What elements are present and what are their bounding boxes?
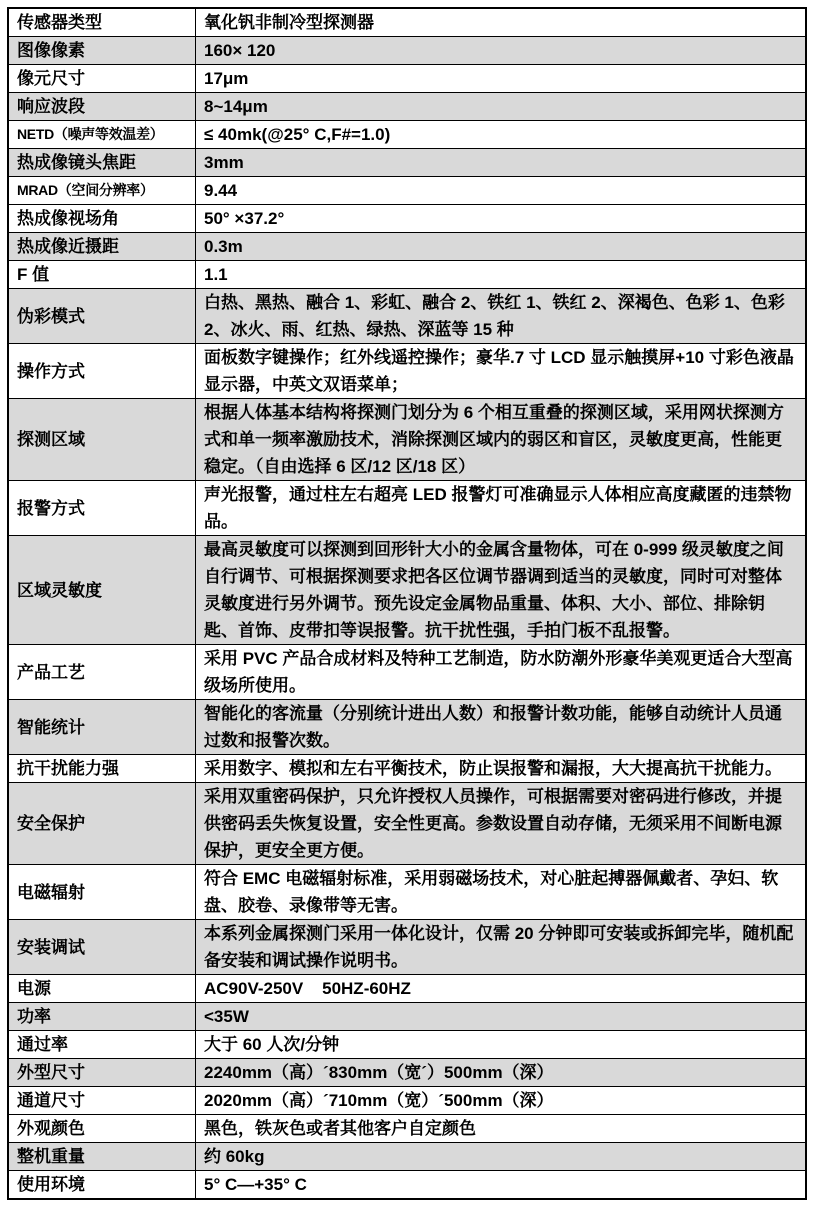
spec-label: 响应波段	[8, 93, 196, 121]
table-row	[8, 1031, 806, 1059]
spec-value: 根据人体基本结构将探测门划分为 6 个相互重叠的探测区域，采用网状探测方式和单一频率激励技术，消除探测区域内的弱区和盲区，灵敏度更高，性能更稳定。（自由选择 6 区/12 区/18 区）	[196, 399, 807, 481]
spec-value: 黑色，铁灰色或者其他客户自定颜色	[196, 1115, 807, 1143]
spec-value: 采用数字、模拟和左右平衡技术，防止误报警和漏报，大大提高抗干扰能力。	[196, 755, 807, 783]
spec-label: 整机重量	[8, 1143, 196, 1171]
spec-label: 区域灵敏度	[8, 536, 196, 645]
spec-label: 通过率	[8, 1031, 196, 1059]
table-row	[8, 65, 806, 93]
spec-value: 2020mm（高）´710mm（宽）´500mm（深）	[196, 1087, 807, 1115]
spec-label: 抗干扰能力强	[8, 755, 196, 783]
spec-value: 5° C—+35° C	[196, 1171, 807, 1200]
table-row	[8, 205, 806, 233]
spec-value: 160× 120	[196, 37, 807, 65]
spec-value: 采用 PVC 产品合成材料及特种工艺制造，防水防潮外形豪华美观更适合大型高级场所使用。	[196, 645, 807, 700]
spec-value: 8~14μm	[196, 93, 807, 121]
spec-value: 17μm	[196, 65, 807, 93]
table-row	[8, 177, 806, 205]
table-row	[8, 149, 806, 177]
table-row	[8, 1059, 806, 1087]
table-row	[8, 1003, 806, 1031]
spec-value: 氧化钒非制冷型探测器	[196, 8, 807, 37]
spec-label: 电磁辐射	[8, 865, 196, 920]
spec-value: 面板数字键操作；红外线遥控操作；豪华.7 寸 LCD 显示触摸屏+10 寸彩色液晶显示器，中英文双语菜单；	[196, 344, 807, 399]
table-row	[8, 399, 806, 481]
spec-label: 探测区域	[8, 399, 196, 481]
table-row	[8, 233, 806, 261]
table-row	[8, 700, 806, 755]
spec-value: 最高灵敏度可以探测到回形针大小的金属含量物体，可在 0-999 级灵敏度之间自行调节、可根据探测要求把各区位调节器调到适当的灵敏度，同时可对整体灵敏度进行另外调节。预先设定金属物品重量、体积、大小、部位、排除钥匙、首饰、皮带扣等误报警。抗干扰性强，手拍门板不乱报警。	[196, 536, 807, 645]
spec-label: 伪彩模式	[8, 289, 196, 344]
spec-label: 外观颜色	[8, 1115, 196, 1143]
spec-label: 通道尺寸	[8, 1087, 196, 1115]
spec-value: 声光报警，通过柱左右超亮 LED 报警灯可准确显示人体相应高度藏匿的违禁物品。	[196, 481, 807, 536]
table-row	[8, 536, 806, 645]
spec-value: 3mm	[196, 149, 807, 177]
spec-label: 像元尺寸	[8, 65, 196, 93]
table-row	[8, 1171, 806, 1200]
table-row	[8, 261, 806, 289]
spec-value: 约 60kg	[196, 1143, 807, 1171]
spec-value: 智能化的客流量（分别统计进出人数）和报警计数功能，能够自动统计人员通过数和报警次数。	[196, 700, 807, 755]
spec-label: 使用环境	[8, 1171, 196, 1200]
spec-label: 智能统计	[8, 700, 196, 755]
table-row	[8, 8, 806, 37]
spec-table	[7, 7, 807, 1200]
spec-label: 操作方式	[8, 344, 196, 399]
table-row	[8, 289, 806, 344]
spec-value: 符合 EMC 电磁辐射标准，采用弱磁场技术，对心脏起搏器佩戴者、孕妇、软盘、胶卷、录像带等无害。	[196, 865, 807, 920]
spec-label: 传感器类型	[8, 8, 196, 37]
table-row	[8, 1115, 806, 1143]
spec-label: 热成像镜头焦距	[8, 149, 196, 177]
spec-value: 本系列金属探测门采用一体化设计，仅需 20 分钟即可安装或拆卸完毕，随机配备安装和调试操作说明书。	[196, 920, 807, 975]
table-row	[8, 783, 806, 865]
table-row	[8, 755, 806, 783]
spec-table-body	[8, 8, 806, 1199]
table-row	[8, 865, 806, 920]
spec-value: 9.44	[196, 177, 807, 205]
table-row	[8, 975, 806, 1003]
spec-value: ≤ 40mk(@25° C,F#=1.0)	[196, 121, 807, 149]
spec-value: 2240mm（高）´830mm（宽´）500mm（深）	[196, 1059, 807, 1087]
table-row	[8, 920, 806, 975]
spec-label: 外型尺寸	[8, 1059, 196, 1087]
spec-label: 电源	[8, 975, 196, 1003]
spec-value: 0.3m	[196, 233, 807, 261]
spec-label: 图像像素	[8, 37, 196, 65]
spec-value: AC90V-250V 50HZ-60HZ	[196, 975, 807, 1003]
spec-value: 白热、黑热、融合 1、彩虹、融合 2、铁红 1、铁红 2、深褐色、色彩 1、色彩 2、冰火、雨、红热、绿热、深蓝等 15 种	[196, 289, 807, 344]
spec-label: 安装调试	[8, 920, 196, 975]
spec-label: 热成像视场角	[8, 205, 196, 233]
table-row	[8, 121, 806, 149]
spec-value: 大于 60 人次/分钟	[196, 1031, 807, 1059]
spec-label: 安全保护	[8, 783, 196, 865]
table-row	[8, 1143, 806, 1171]
spec-label: NETD（噪声等效温差）	[8, 121, 196, 149]
spec-label: 产品工艺	[8, 645, 196, 700]
spec-label: 热成像近摄距	[8, 233, 196, 261]
spec-value: <35W	[196, 1003, 807, 1031]
spec-value: 50° ×37.2°	[196, 205, 807, 233]
table-row	[8, 344, 806, 399]
spec-value: 采用双重密码保护，只允许授权人员操作，可根据需要对密码进行修改，并提供密码丢失恢复设置，安全性更高。参数设置自动存储，无须采用不间断电源保护，更安全更方便。	[196, 783, 807, 865]
table-row	[8, 481, 806, 536]
table-row	[8, 1087, 806, 1115]
spec-label: 功率	[8, 1003, 196, 1031]
spec-label: F 值	[8, 261, 196, 289]
spec-label: 报警方式	[8, 481, 196, 536]
table-row	[8, 93, 806, 121]
table-row	[8, 37, 806, 65]
spec-label: MRAD（空间分辨率）	[8, 177, 196, 205]
table-row	[8, 645, 806, 700]
spec-value: 1.1	[196, 261, 807, 289]
